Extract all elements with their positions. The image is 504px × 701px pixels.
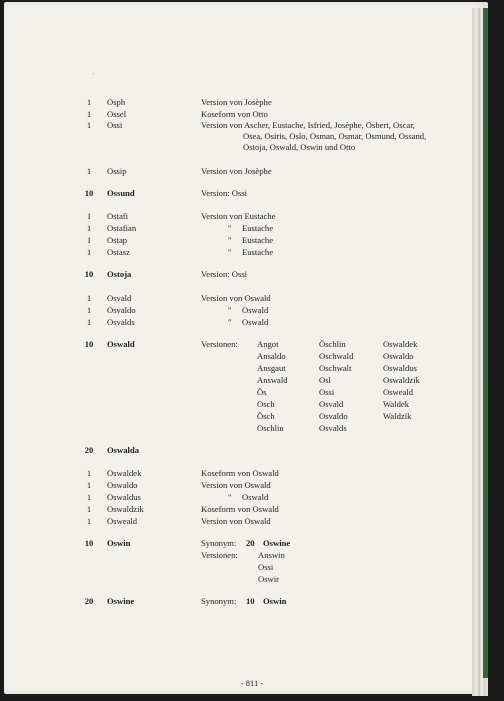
description: Version von Josèphe <box>201 166 272 176</box>
count: 1 <box>86 235 92 245</box>
synonym-count: 20 <box>246 538 255 548</box>
synonym-count: 10 <box>246 596 255 606</box>
versions-label: Versionen: <box>201 550 238 560</box>
count: 10 <box>84 188 94 198</box>
description: Version: Ossi <box>201 188 248 198</box>
description: Eustache <box>242 235 274 245</box>
name: Ostafian <box>107 223 137 233</box>
description: Oswald <box>242 492 269 502</box>
name: Ossi <box>107 120 123 130</box>
count: 1 <box>86 247 92 257</box>
name: Ossel <box>107 109 127 119</box>
count: 20 <box>84 445 94 455</box>
version: Waldzik <box>383 411 412 421</box>
count: 1 <box>86 97 92 107</box>
count: 1 <box>86 504 92 514</box>
description: Version von Josèphe <box>201 97 272 107</box>
ditto-mark: " <box>228 492 232 502</box>
green-edge-tab <box>483 8 488 678</box>
description: Version von Ascher, Eustache, Isfried, Josèphe, Osbert, Oscar, <box>201 120 415 130</box>
name: Oswin <box>107 538 131 548</box>
description: Eustache <box>242 223 274 233</box>
count: 1 <box>86 305 92 315</box>
version: Osvalds <box>319 423 347 433</box>
ditto-mark: " <box>228 223 232 233</box>
count: 1 <box>86 109 92 119</box>
tick-mark: ' <box>93 72 95 80</box>
description: Oswald <box>242 305 269 315</box>
description: Version von Eustache <box>201 211 276 221</box>
version: Waldek <box>383 399 410 409</box>
description: Version von Oswald <box>201 293 271 303</box>
versions-label: Versionen: <box>201 339 238 349</box>
count: 1 <box>86 293 92 303</box>
version: Oswaldzik <box>383 375 420 385</box>
name: Ossip <box>107 166 127 176</box>
name: Osvaldo <box>107 305 136 315</box>
name: Osweald <box>107 516 138 526</box>
version: Oschwalt <box>319 363 352 373</box>
version: Oschlin <box>257 423 284 433</box>
version: Answin <box>258 550 285 560</box>
name: Oswaldo <box>107 480 138 490</box>
description: Eustache <box>242 247 274 257</box>
count: 10 <box>84 339 94 349</box>
version: Osvald <box>319 399 344 409</box>
name: Oswine <box>107 596 135 606</box>
count: 1 <box>86 223 92 233</box>
name: Oswalda <box>107 445 139 455</box>
synonym-name: Oswin <box>263 596 287 606</box>
description: Version von Oswald <box>201 480 271 490</box>
ditto-mark: " <box>228 305 232 315</box>
description: Version: Ossi <box>201 269 248 279</box>
count: 1 <box>86 516 92 526</box>
version: Ansgaut <box>257 363 286 373</box>
name: Oswaldzik <box>107 504 144 514</box>
name: Ostasz <box>107 247 130 257</box>
version: Oswir <box>258 574 280 584</box>
count: 1 <box>86 317 92 327</box>
version: Osch <box>257 399 275 409</box>
version: Öschlin <box>319 339 346 349</box>
version: Oschwald <box>319 351 354 361</box>
name: Oswaldek <box>107 468 142 478</box>
version: Ösch <box>257 411 275 421</box>
version: Oswaldus <box>383 363 417 373</box>
description: Koseform von Otto <box>201 109 268 119</box>
synonym-label: Synonym: <box>201 596 237 606</box>
version: Oswaldek <box>383 339 418 349</box>
version: Answald <box>257 375 288 385</box>
count: 1 <box>86 166 92 176</box>
synonym-label: Synonym: <box>201 538 237 548</box>
version: Osvaldo <box>319 411 348 421</box>
description: Oswald <box>242 317 269 327</box>
ditto-mark: " <box>228 247 232 257</box>
version: Osl <box>319 375 331 385</box>
name: Osvald <box>107 293 132 303</box>
name: Osph <box>107 97 126 107</box>
name: Osvalds <box>107 317 135 327</box>
description: Version von Oswald <box>201 516 271 526</box>
count: 1 <box>86 120 92 130</box>
version: Ansaldo <box>257 351 286 361</box>
version: Osweald <box>383 387 414 397</box>
name: Oswald <box>107 339 135 349</box>
name: Oswaldus <box>107 492 141 502</box>
count: 1 <box>86 480 92 490</box>
name: Ossund <box>107 188 135 198</box>
description: Koseform von Oswald <box>201 504 279 514</box>
page-number: - 811 - <box>240 678 264 688</box>
count: 10 <box>84 269 94 279</box>
version: Oswaldo <box>383 351 414 361</box>
version: Ossi <box>319 387 335 397</box>
name: Ostap <box>107 235 128 245</box>
ditto-mark: " <box>228 235 232 245</box>
name: Ostoja <box>107 269 132 279</box>
version: Ös <box>257 387 267 397</box>
ditto-mark: " <box>228 317 232 327</box>
version: Angot <box>257 339 279 349</box>
count: 1 <box>86 468 92 478</box>
description: Koseform von Oswald <box>201 468 279 478</box>
count: 10 <box>84 538 94 548</box>
name: Ostafi <box>107 211 129 221</box>
synonym-name: Oswine <box>263 538 291 548</box>
version: Ossi <box>258 562 274 572</box>
count: 20 <box>84 596 94 606</box>
count: 1 <box>86 211 92 221</box>
description-line-3: Ostoja, Oswald, Oswin und Otto <box>243 142 356 152</box>
description-line-2: Osea, Osiris, Oslo, Osman, Osmar, Osmund, Ossand, <box>243 131 427 141</box>
count: 1 <box>86 492 92 502</box>
